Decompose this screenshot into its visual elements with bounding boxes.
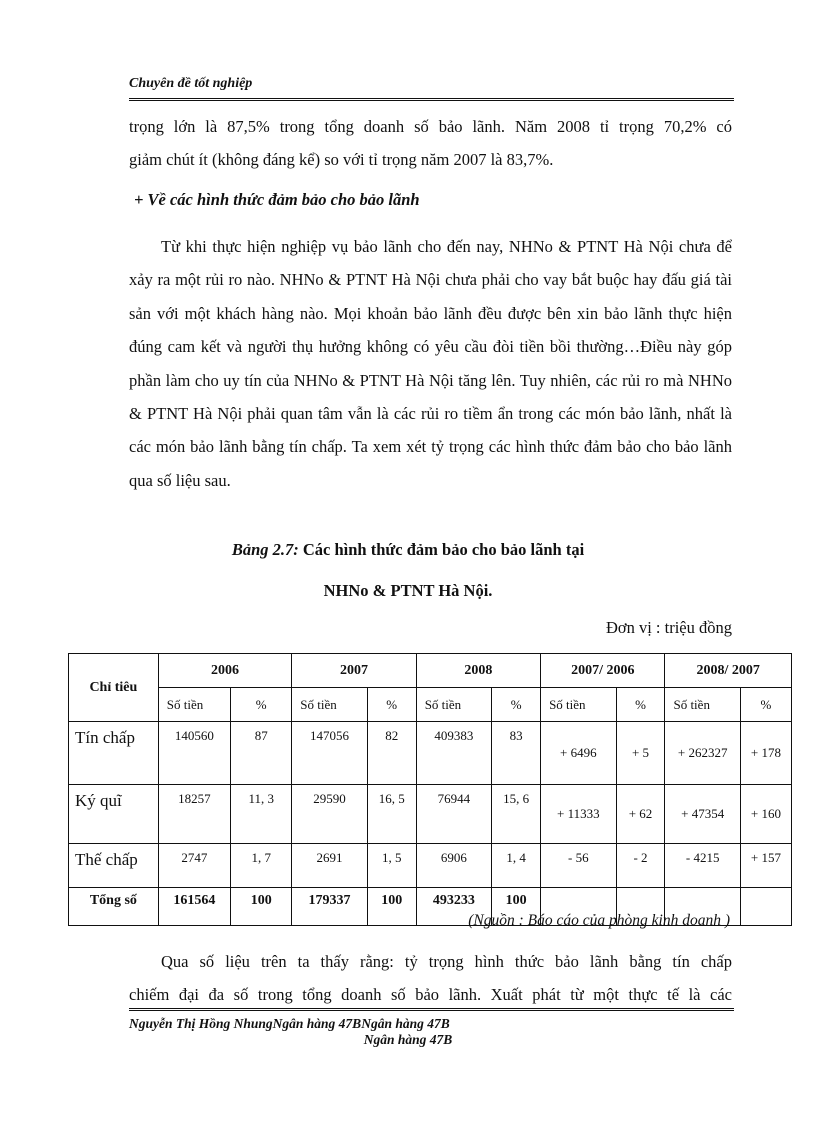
amount-subheader: Số tiền: [665, 688, 740, 722]
table-cell: 100: [231, 888, 292, 926]
amount-subheader: Số tiền: [158, 688, 230, 722]
section-heading: + Về các hình thức đảm bảo cho bảo lãnh: [134, 190, 420, 209]
table-cell: 16, 5: [367, 785, 416, 844]
table-cell: 140560: [158, 722, 230, 785]
pct-subheader: %: [492, 688, 541, 722]
pct-subheader: %: [367, 688, 416, 722]
table-cell: 100: [492, 888, 541, 926]
row-label: Tổng số: [69, 888, 159, 926]
pct-subheader: %: [231, 688, 292, 722]
table-cell: - 4215: [665, 844, 740, 888]
header-rule: [129, 98, 734, 101]
table-cell: 2691: [292, 844, 367, 888]
table-cell: - 2: [616, 844, 665, 888]
table-cell: 76944: [416, 785, 491, 844]
table-cell: 83: [492, 722, 541, 785]
table-cell: 100: [367, 888, 416, 926]
table-cell: 409383: [416, 722, 491, 785]
amount-subheader: Số tiền: [541, 688, 616, 722]
year-header: 2007/ 2006: [541, 654, 665, 688]
table-cell: 1, 4: [492, 844, 541, 888]
conclusion-text: [129, 945, 732, 1012]
year-header: 2006: [158, 654, 292, 688]
table-cell: + 62: [616, 785, 665, 844]
unit-label: Đơn vị : triệu đồng: [605, 618, 732, 637]
table-cell: + 5: [616, 722, 665, 785]
table-cell: - 56: [541, 844, 616, 888]
row-label: Tín chấp: [69, 722, 159, 785]
table-cell: [740, 888, 791, 926]
table-cell: 1, 5: [367, 844, 416, 888]
table-caption: [0, 540, 816, 560]
table-caption-title: Các hình thức đảm bảo cho bảo lãnh tại: [302, 540, 585, 559]
pct-subheader: %: [740, 688, 791, 722]
footer-rule: [129, 1008, 734, 1011]
table-cell: 493233: [416, 888, 491, 926]
amount-subheader: Số tiền: [292, 688, 367, 722]
footer-line-2: Ngân hàng 47B: [363, 1032, 453, 1047]
table-cell: 29590: [292, 785, 367, 844]
guarantee-table: [68, 653, 792, 926]
pct-subheader: %: [616, 688, 665, 722]
intro-line-2: giảm chút ít (không đáng kể) so với tỉ trọng năm 2007 là 83,7%.: [129, 150, 554, 170]
body-paragraph: [129, 230, 732, 497]
table-cell: 6906: [416, 844, 491, 888]
table-cell: 15, 6: [492, 785, 541, 844]
table-cell: + 6496: [541, 722, 616, 785]
corner-header: Chỉ tiêu: [69, 654, 159, 722]
year-header: 2008: [416, 654, 540, 688]
amount-subheader: Số tiền: [416, 688, 491, 722]
page-header-title: Chuyên đề tốt nghiệp: [129, 76, 253, 91]
table-cell: + 160: [740, 785, 791, 844]
table-source: (Nguồn : Báo cáo của phòng kinh doanh ): [468, 912, 730, 929]
conclusion-line-1: Qua số liệu trên ta thấy rằng: tỷ trọng hình thức bảo lãnh bằng tín chấp: [161, 952, 732, 971]
intro-line-1: trọng lớn là 87,5% trong tổng doanh số bảo lãnh. Năm 2008 tỉ trọng 70,2% có: [129, 117, 732, 136]
row-label: Ký quĩ: [69, 785, 159, 844]
footer-line-1: Nguyễn Thị Hồng NhungNgân hàng 47BNgân hàng 47B: [129, 1016, 450, 1031]
table-cell: 1, 7: [231, 844, 292, 888]
table-row: [69, 722, 792, 785]
year-header: 2008/ 2007: [665, 654, 792, 688]
table-cell: 18257: [158, 785, 230, 844]
table-cell: + 262327: [665, 722, 740, 785]
table-cell: + 157: [740, 844, 791, 888]
table-caption-lead: Bảng 2.7:: [231, 540, 299, 559]
table-row: [69, 785, 792, 844]
table-cell: 161564: [158, 888, 230, 926]
table-cell: + 47354: [665, 785, 740, 844]
row-label: Thế chấp: [69, 844, 159, 888]
table-row: [69, 844, 792, 888]
table-cell: 179337: [292, 888, 367, 926]
table-cell: 2747: [158, 844, 230, 888]
conclusion-line-2: chiếm đại đa số trong tổng doanh số bảo lãnh. Xuất phát từ một thực tế là các: [129, 985, 732, 1005]
table-caption-line-2: NHNo & PTNT Hà Nội.: [323, 581, 493, 600]
table-cell: 82: [367, 722, 416, 785]
intro-text: [129, 110, 732, 177]
table-cell: 11, 3: [231, 785, 292, 844]
year-header: 2007: [292, 654, 416, 688]
paragraph-text: Từ khi thực hiện nghiệp vụ bảo lãnh cho đến nay, NHNo & PTNT Hà Nội chưa để xảy ra một rủi ro nào. NHNo & PTNT Hà Nội chưa phải cho vay bắt buộc hay đấu giá tài sản với một khách hàng nào. Mọi khoản bảo lãnh đều được bên xin bảo lãnh thực hiện đúng cam kết và người thụ hưởng không có yêu cầu đòi tiền bồi thường…Điều này góp phần làm cho uy tín của NHNo & PTNT Hà Nội tăng lên. Tuy nhiên, các rủi ro mà NHNo & PTNT Hà Nội phải quan tâm vẫn là các rủi ro tiềm ẩn trong các món bảo lãnh, nhất là các món bảo lãnh bằng tín chấp. Ta xem xét tỷ trọng các hình thức đảm bảo cho bảo lãnh qua số liệu sau.: [129, 237, 732, 490]
table-cell: 87: [231, 722, 292, 785]
table-cell: 147056: [292, 722, 367, 785]
table-cell: + 178: [740, 722, 791, 785]
table-cell: + 11333: [541, 785, 616, 844]
